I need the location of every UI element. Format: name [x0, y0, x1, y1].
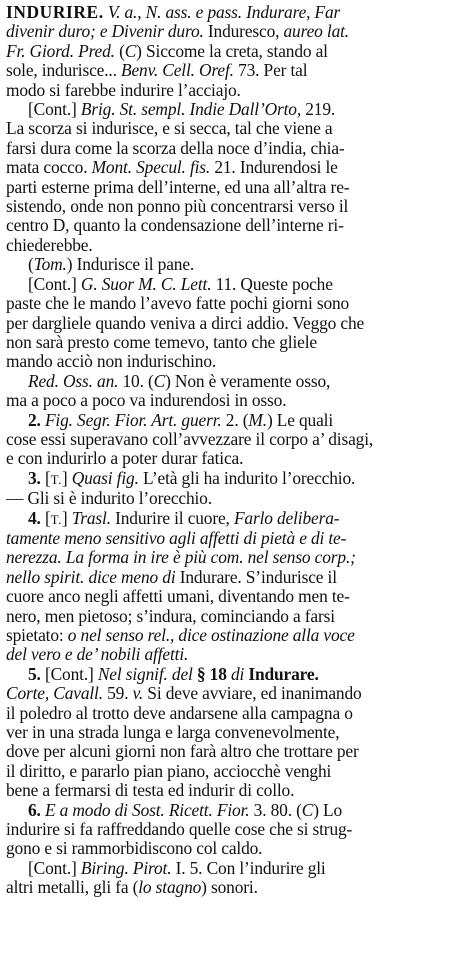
text-run: V. a., N. ass. e pass. Indurare, Far [107, 3, 341, 22]
text-run: ver in una strada lunga e larga convenevolmente, [6, 723, 340, 743]
text-line [6, 119, 467, 138]
text-run: paste che le mando l’avevo fatte pochi giorni sono [6, 294, 350, 314]
text-run: 2. [28, 410, 45, 430]
text-run: aureo lat. [283, 22, 349, 42]
text-line [6, 158, 467, 177]
text-run: v. [132, 684, 144, 704]
text-run: nello spirit. dice meno di [6, 567, 176, 587]
text-run: E a modo di Sost. Ricett. Fior. [44, 800, 250, 820]
text-run: cose essi superavano coll’avvezzare il corpo a’ disagi, [6, 429, 374, 449]
text-line [6, 704, 467, 723]
text-run: Mont. Specul. fis. [91, 158, 211, 178]
text-run: Biring. Pirot. [80, 858, 172, 878]
text-run: indurire si fa raffreddando quelle cose che si strug- [6, 820, 353, 840]
text-run: ) Lo [313, 800, 343, 820]
text-run: ( [28, 255, 34, 275]
text-run: il diritto, e pararlo pian piano, acciocchè venghi [6, 761, 332, 781]
text-line [6, 255, 467, 274]
text-run: mata cocco. [6, 158, 92, 178]
text-run: L’età gli ha indurito l’orecchio. [138, 468, 356, 488]
text-run: Red. Oss. an. [28, 371, 119, 391]
text-run: per dargliele quando veniva a dirci addio. Veggo che [6, 313, 365, 333]
text-line [6, 314, 467, 333]
text-run: Nel signif. del [97, 664, 193, 684]
text-run: M. [248, 410, 267, 430]
text-line [6, 645, 467, 664]
text-run: chiederebbe. [6, 235, 93, 255]
text-run: Indurare. [244, 664, 319, 684]
text-run: 73. Per tal [233, 61, 308, 81]
text-run: T. [50, 471, 62, 487]
text-run: bene a fermarsi di testa ed indurir di collo. [6, 781, 295, 801]
text-run: tamente meno sensitivo agli affetti di pietà e di te- [6, 528, 347, 548]
text-run: T. [50, 511, 62, 527]
text-line [6, 449, 467, 468]
text-line [6, 568, 467, 587]
text-run: INDURIRE. [6, 3, 104, 22]
text-line [6, 216, 467, 235]
text-run: il poledro al trotto deve andarsene alla campagna o [6, 703, 353, 723]
text-run: [Cont.] [44, 664, 98, 684]
text-run: ) Indurisce il pane. [66, 255, 195, 275]
text-line [6, 81, 467, 100]
text-run: o nel senso rel., dice ostinazione alla voce [67, 626, 355, 645]
text-line [6, 684, 467, 703]
text-line [6, 607, 467, 626]
text-line [6, 352, 467, 371]
text-line [6, 430, 467, 449]
text-line [6, 100, 467, 119]
text-line [6, 489, 467, 508]
text-run: C [153, 371, 166, 391]
text-run: non sarà presto come temevo, tanto che gliele [6, 332, 317, 352]
text-run: [Cont.] [28, 274, 81, 294]
text-run: ) Non è veramente osso, [165, 371, 331, 391]
text-run: La scorza si indurisce, e si secca, tal che viene a [6, 119, 333, 139]
text-run: [ [44, 508, 51, 528]
text-run: Quasi fig. [71, 468, 139, 488]
text-run: ) Le quali [266, 410, 334, 430]
text-run: ma a poco a poco va indurendosi in osso. [6, 391, 287, 411]
text-line [6, 529, 467, 548]
text-line [6, 859, 467, 878]
text-run: mando acciò non indurischino. [6, 352, 217, 372]
text-run: e con indurirlo a poter durar fatica. [6, 449, 244, 469]
text-line [6, 801, 467, 820]
text-line [6, 509, 467, 529]
text-line [6, 469, 467, 489]
text-run: nero, men pietoso; s’indura, cominciando a farsi [6, 606, 335, 626]
text-run: — Gli si è indurito l’orecchio. [6, 489, 212, 509]
text-run: centro D, quanto la condensazione dell’interne ri- [6, 216, 344, 236]
text-run: 5. [28, 664, 45, 684]
text-run: Benv. Cell. Oref. [121, 61, 234, 81]
text-run: 6. [28, 800, 45, 820]
text-line [6, 42, 467, 61]
text-run: sistendo, onde non ponno più concentrarsi verso il [6, 197, 349, 217]
text-run: Brig. St. sempl. Indie Dall’Orto, [80, 100, 302, 120]
text-run: del vero e de’ nobili affetti. [6, 645, 189, 665]
text-run: 4. [28, 508, 45, 528]
text-run: 10. ( [118, 371, 154, 391]
text-line [6, 61, 467, 80]
text-run: spietato: [6, 626, 68, 645]
text-run: parti esterne prima dell’interne, ed una all’altra re- [6, 177, 350, 197]
text-line [6, 665, 467, 684]
text-run: 21. Indurendosi le [210, 158, 338, 178]
text-run: Farlo delibera- [233, 508, 340, 528]
text-run: ] [61, 508, 72, 528]
text-run: [Cont.] [28, 100, 81, 120]
text-line [6, 3, 467, 22]
text-line [6, 178, 467, 197]
text-run: C [301, 800, 314, 820]
text-line [6, 411, 467, 430]
text-run: ( [114, 41, 125, 61]
text-run: Induresco, [203, 22, 284, 42]
text-run: 219. [301, 100, 336, 120]
text-run: 2. ( [221, 410, 249, 430]
text-run: Indurire il cuore, [110, 508, 234, 528]
text-run: Si deve avviare, ed inanimando [143, 684, 362, 704]
text-line [6, 275, 467, 294]
text-run: C [124, 41, 137, 61]
text-line [6, 391, 467, 410]
text-run: § 18 [192, 664, 231, 684]
text-run: dove per alcuni giorni non farà altro che trottare per [6, 742, 359, 762]
text-line [6, 626, 467, 645]
text-run: cuore anco negli affetti umani, diventando men te- [6, 587, 350, 607]
text-run: Trasl. [71, 508, 111, 528]
text-run: sole, indurisce... [6, 61, 121, 81]
text-run: 3. 80. ( [249, 800, 302, 820]
text-line [6, 333, 467, 352]
text-line [6, 742, 467, 761]
text-run: altri metalli, gli fa ( [6, 878, 139, 898]
text-run: I. 5. Con l’indurire gli [171, 858, 326, 878]
text-run: Tom. [33, 255, 67, 275]
text-line [6, 878, 467, 897]
text-run: Fr. Giord. Pred. [6, 41, 115, 61]
text-line [6, 294, 467, 313]
text-run: nerezza. La forma in ire è più com. nel senso corp.; [6, 548, 356, 568]
text-run: 3. [28, 468, 45, 488]
text-run: [Cont.] [28, 858, 81, 878]
text-run: [ [44, 468, 51, 488]
text-run: ) sonori. [201, 878, 258, 898]
text-run: 11. Queste poche [211, 274, 333, 294]
text-run: Indurare. S’indurisce il [175, 567, 337, 587]
text-line [6, 22, 467, 41]
text-line [6, 197, 467, 216]
text-line [6, 548, 467, 567]
text-line [6, 781, 467, 800]
text-run: ) Siccome la creta, stando al [136, 41, 328, 61]
text-line [6, 139, 467, 158]
text-line [6, 762, 467, 781]
text-run: G. Suor M. C. Lett. [80, 274, 212, 294]
text-run: Corte, Cavall. [6, 684, 103, 704]
text-line [6, 839, 467, 858]
text-line [6, 236, 467, 255]
text-line [6, 723, 467, 742]
text-run: ] [61, 468, 72, 488]
text-run: Fig. Segr. Fior. Art. guerr. [44, 410, 222, 430]
text-run: lo stagno [138, 878, 202, 898]
text-run: 59. [102, 684, 133, 704]
text-run: modo si farebbe indurire l’acciajo. [6, 80, 241, 100]
text-run: di [230, 664, 245, 684]
text-line [6, 587, 467, 606]
text-line [6, 372, 467, 391]
text-run: farsi dura come la scorza della noce d’india, chia- [6, 138, 345, 158]
text-run: divenir duro; e Divenir duro. [6, 22, 204, 42]
text-line [6, 820, 467, 839]
text-run: gono e si rammorbidiscono col caldo. [6, 839, 263, 859]
